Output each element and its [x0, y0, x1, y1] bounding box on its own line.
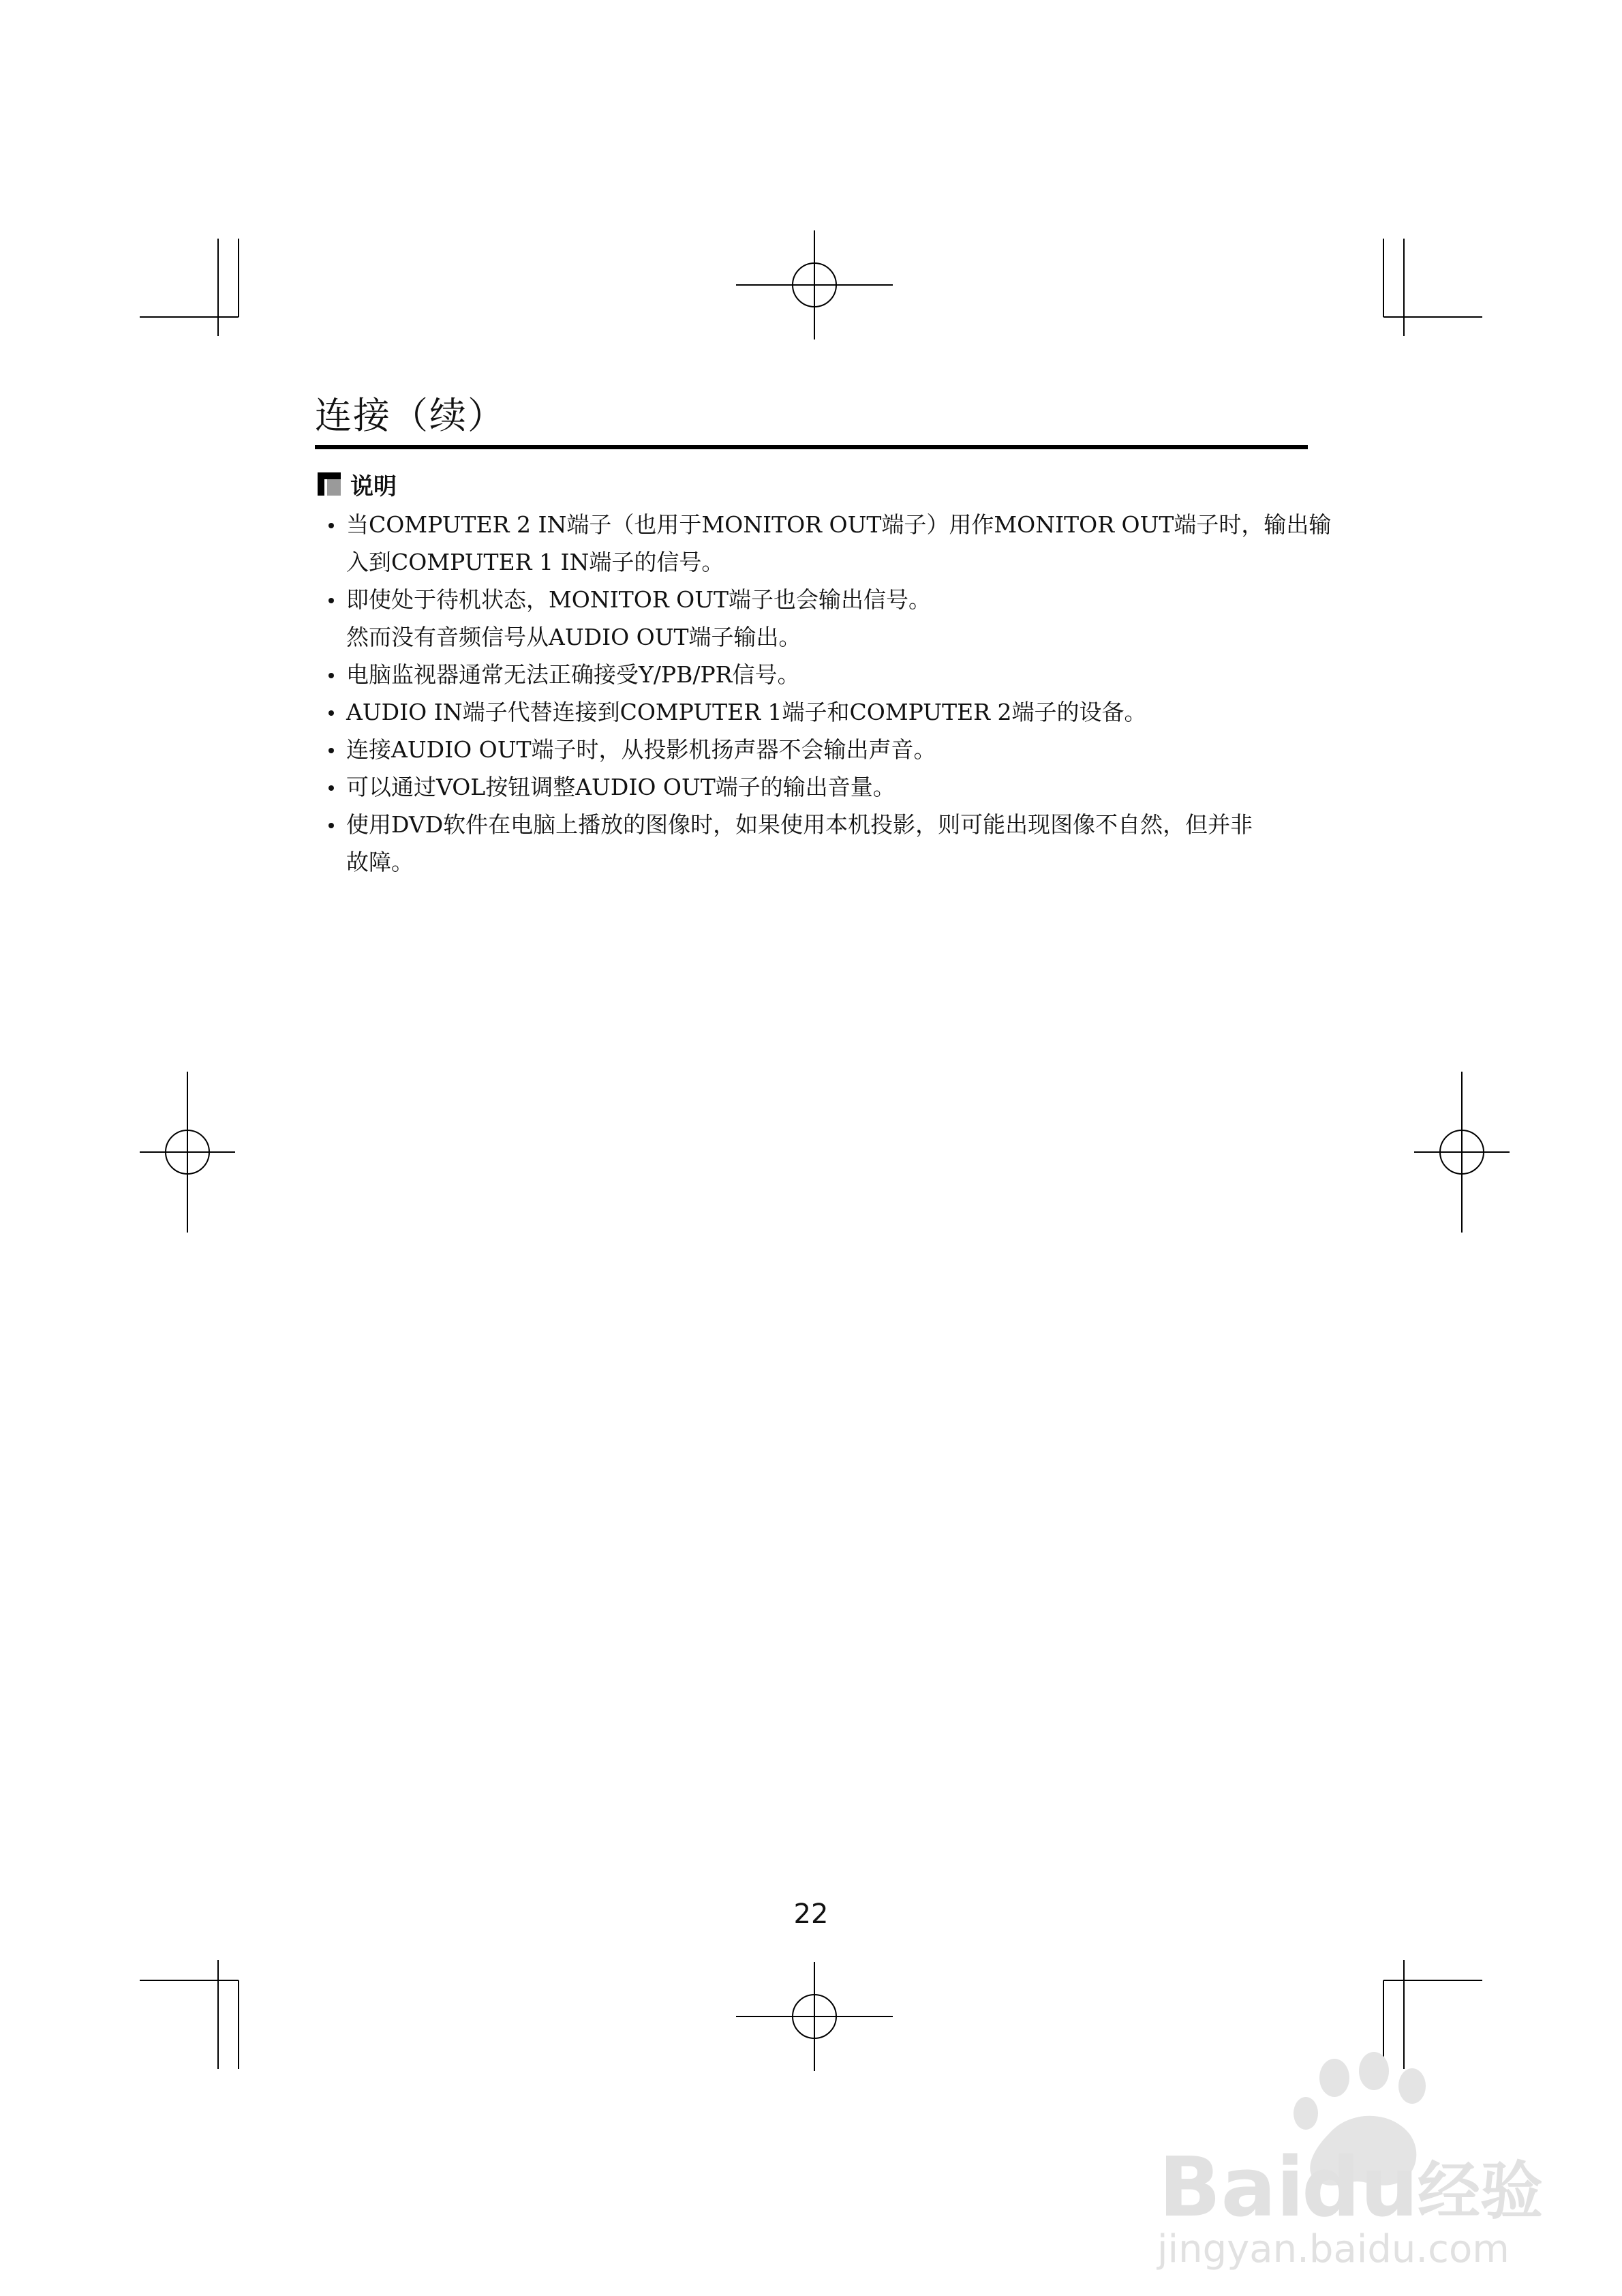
svg-text:经验: 经验: [1418, 2155, 1544, 2228]
list-item: [328, 581, 1310, 656]
svg-text:jingyan.baidu.com: jingyan.baidu.com: [1157, 2227, 1510, 2270]
list-item: [328, 768, 1310, 806]
page-number: 22: [793, 1899, 829, 1930]
note-text-line: 当COMPUTER 2 IN端子（也用于MONITOR OUT端子）用作MONITOR OUT端子时，输出输: [346, 511, 1332, 538]
note-text-line: 入到COMPUTER 1 IN端子的信号。: [346, 549, 724, 575]
notes-heading-label: 说明: [350, 472, 397, 500]
page-title: 连接（续）: [315, 394, 506, 437]
note-text-line: 可以通过VOL按钮调整AUDIO OUT端子的输出音量。: [346, 774, 896, 800]
note-text-line: 电脑监视器通常无法正确接受Y/PB/PR信号。: [346, 661, 800, 688]
svg-text:du: du: [1302, 2141, 1419, 2235]
note-text-line: 即使处于待机状态，MONITOR OUT端子也会输出信号。: [346, 586, 932, 613]
note-text-line: 故障。: [346, 849, 414, 875]
note-text-line: AUDIO IN端子代替连接到COMPUTER 1端子和COMPUTER 2端子的设备。: [346, 699, 1147, 725]
note-text-line: 使用DVD软件在电脑上播放的图像时，如果使用本机投影，则可能出现图像不自然，但并非: [346, 811, 1253, 838]
list-item: [328, 656, 1310, 693]
notes-list: [328, 506, 1332, 881]
list-item: [328, 806, 1310, 881]
note-text-line: 然而没有音频信号从AUDIO OUT端子输出。: [346, 624, 801, 650]
list-item: [328, 506, 1332, 581]
note-marker-icon: [318, 472, 341, 496]
notes-heading: [318, 469, 397, 499]
list-item: [328, 693, 1310, 731]
svg-text:Bai: Bai: [1159, 2141, 1304, 2235]
note-text-line: 连接AUDIO OUT端子时，从投影机扬声器不会输出声音。: [346, 736, 936, 763]
baidu-watermark-logo: [1145, 2045, 1567, 2270]
list-item: [328, 731, 1310, 768]
title-underline: [315, 445, 1308, 449]
